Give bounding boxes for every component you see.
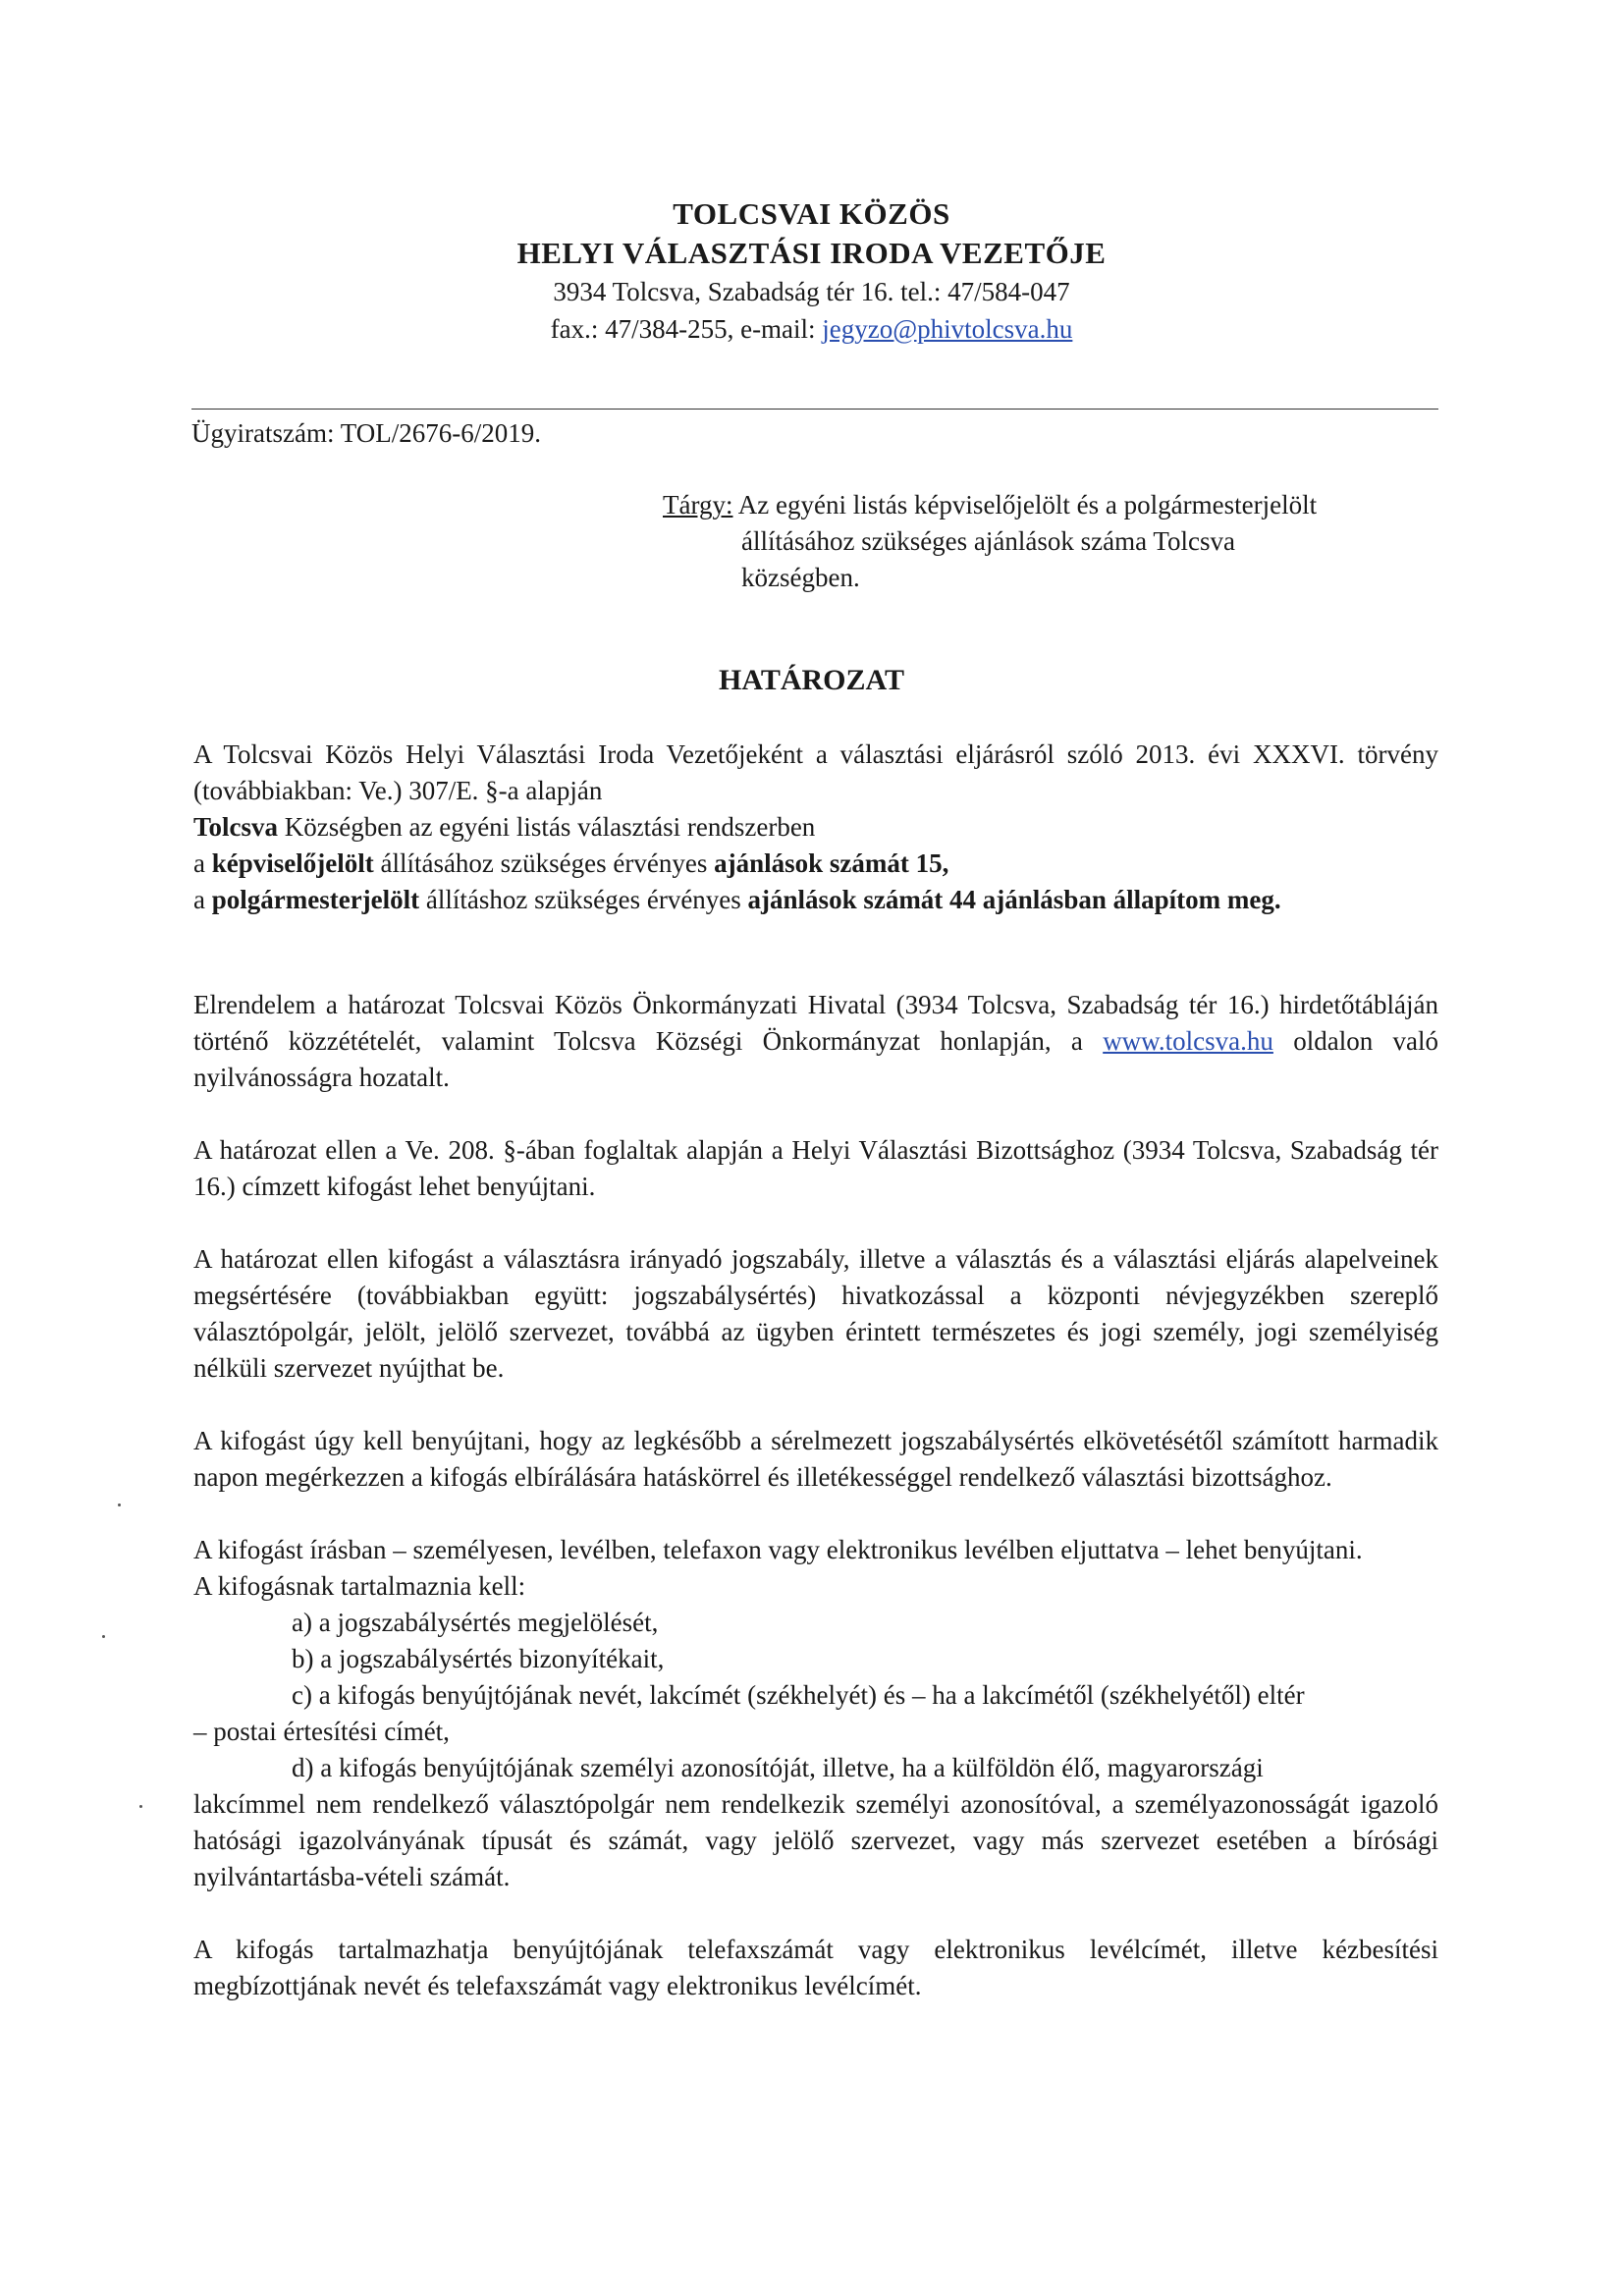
list-item-d: d) a kifogás benyújtójának személyi azonosítóját, illetve, ha a külföldön élő, magyarországi xyxy=(292,1753,1264,1782)
intro-municipality-line xyxy=(193,809,1438,846)
order-text1: Elrendelem a határozat Tolcsvai Közös Önkormányzati Hivatal (3934 Tolcsva, Szabadság tér 16.) hirdetőtábláján történő közzétételét, valamint Tolcsva Községi Önkormányzat honlapján, a xyxy=(193,990,1438,1056)
list-item-d-cont: lakcímmel nem rendelkező választópolgár nem rendelkezik személyi azonosítóval, a személyazonosságát igazoló hatósági igazolványának típusát és számát, vagy jelölő szervezet, vagy más szervezet esetében a bírósági nyilvántartásba-vételi számát. xyxy=(193,1789,1438,1891)
office-name-line1: TOLCSVAI KÖZÖS xyxy=(673,196,950,231)
header-divider xyxy=(191,409,1438,410)
letterhead xyxy=(0,194,1623,348)
subject-label: Tárgy: xyxy=(663,490,733,519)
scan-speck xyxy=(139,1805,142,1808)
contents-intro: A kifogásnak tartalmaznia kell: xyxy=(193,1571,526,1601)
list-item-c: c) a kifogás benyújtójának nevét, lakcímét (székhelyét) és – ha a lakcímétől (székhelyétől) eltér xyxy=(292,1680,1305,1710)
l4-b: polgármesterjelölt xyxy=(211,885,420,914)
subject-line3: községben. xyxy=(741,563,860,592)
list-item-a: a) a jogszabálysértés megjelölését, xyxy=(292,1608,659,1637)
l3-a: a xyxy=(193,848,212,878)
l4-a: a xyxy=(193,885,212,914)
document-body xyxy=(193,737,1438,2004)
optional-contents-paragraph: A kifogás tartalmazhatja benyújtójának telefaxszámát vagy elektronikus levélcímét, illetve kézbesítési megbízottjának nevét és telefaxszámát vagy elektronikus levélcímét. xyxy=(193,1935,1438,2000)
eligibility-paragraph: A határozat ellen kifogást a választásra irányadó jogszabály, illetve a választás és a választási eljárás alapelveinek megsértésére (továbbiakban együtt: jogszabálysértés) hivatkozással a központi névjegyzékben szereplő választópolgár, jelölt, jelölő szervezet, továbbá az ügyben érintett természetes és jogi személy, jogi személyiség nélküli szervezet nyújthat be. xyxy=(193,1244,1438,1383)
subject-block xyxy=(663,487,1438,596)
list-item-b: b) a jogszabálysértés bizonyítékait, xyxy=(292,1644,665,1673)
case-number: Ügyiratszám: TOL/2676-6/2019. xyxy=(191,418,541,448)
l3-b: képviselőjelölt xyxy=(211,848,374,878)
scan-speck xyxy=(118,1503,121,1506)
l3-d: ajánlások számát 15, xyxy=(714,848,949,878)
submission-form-paragraph: A kifogást írásban – személyesen, levélben, telefaxon vagy elektronikus levélben eljuttatva – lehet benyújtani. xyxy=(193,1535,1363,1564)
office-name-line2: HELYI VÁLASZTÁSI IRODA VEZETŐJE xyxy=(516,236,1107,270)
intro-paragraph: A Tolcsvai Közös Helyi Választási Iroda Vezetőjeként a választási eljárásról szóló 2013. évi XXXVI. törvény (továbbiakban: Ve.) 307/E. §-a alapján xyxy=(193,739,1438,805)
scan-speck xyxy=(102,1635,105,1638)
mayor-requirement-line xyxy=(193,882,1438,918)
intro-line2-rest: Községben az egyéni listás választási rendszerben xyxy=(278,812,816,842)
fax-label: fax.: 47/384-255, e-mail: xyxy=(550,314,823,344)
l4-d: ajánlások számát 44 ajánlásban állapítom meg. xyxy=(747,885,1281,914)
l3-c: állításához szükséges érvényes xyxy=(373,848,715,878)
website-link[interactable]: www.tolcsva.hu xyxy=(1103,1026,1273,1056)
publication-order-paragraph xyxy=(193,987,1438,1096)
appeal-paragraph: A határozat ellen a Ve. 208. §-ában foglaltak alapján a Helyi Választási Bizottsághoz (3934 Tolcsva, Szabadság tér 16.) címzett kifogást lehet benyújtani. xyxy=(193,1135,1438,1201)
email-link[interactable]: jegyzo@phivtolcsva.hu xyxy=(822,314,1073,344)
l4-c: állításhoz szükséges érvényes xyxy=(419,885,748,914)
councillor-requirement-line xyxy=(193,846,1438,882)
decision-title: HATÁROZAT xyxy=(719,664,904,696)
deadline-paragraph: A kifogást úgy kell benyújtani, hogy az legkésőbb a sérelmezett jogszabálysértés elkövetésétől számított harmadik napon megérkezzen a kifogás elbírálására hatáskörrel és illetékességgel rendelkező választási bizottsághoz. xyxy=(193,1426,1438,1492)
municipality-name: Tolcsva xyxy=(193,812,279,842)
subject-line2: állításához szükséges ajánlások száma Tolcsva xyxy=(741,526,1235,556)
list-item-c-cont: – postai értesítési címét, xyxy=(193,1717,450,1746)
office-contact xyxy=(0,310,1623,348)
order-text2: oldalon való nyilvánosságra hozatalt. xyxy=(193,1026,1438,1092)
office-address: 3934 Tolcsva, Szabadság tér 16. tel.: 47/584-047 xyxy=(553,277,1070,306)
subject-line1: Az egyéni listás képviselőjelölt és a polgármesterjelölt xyxy=(732,490,1318,519)
